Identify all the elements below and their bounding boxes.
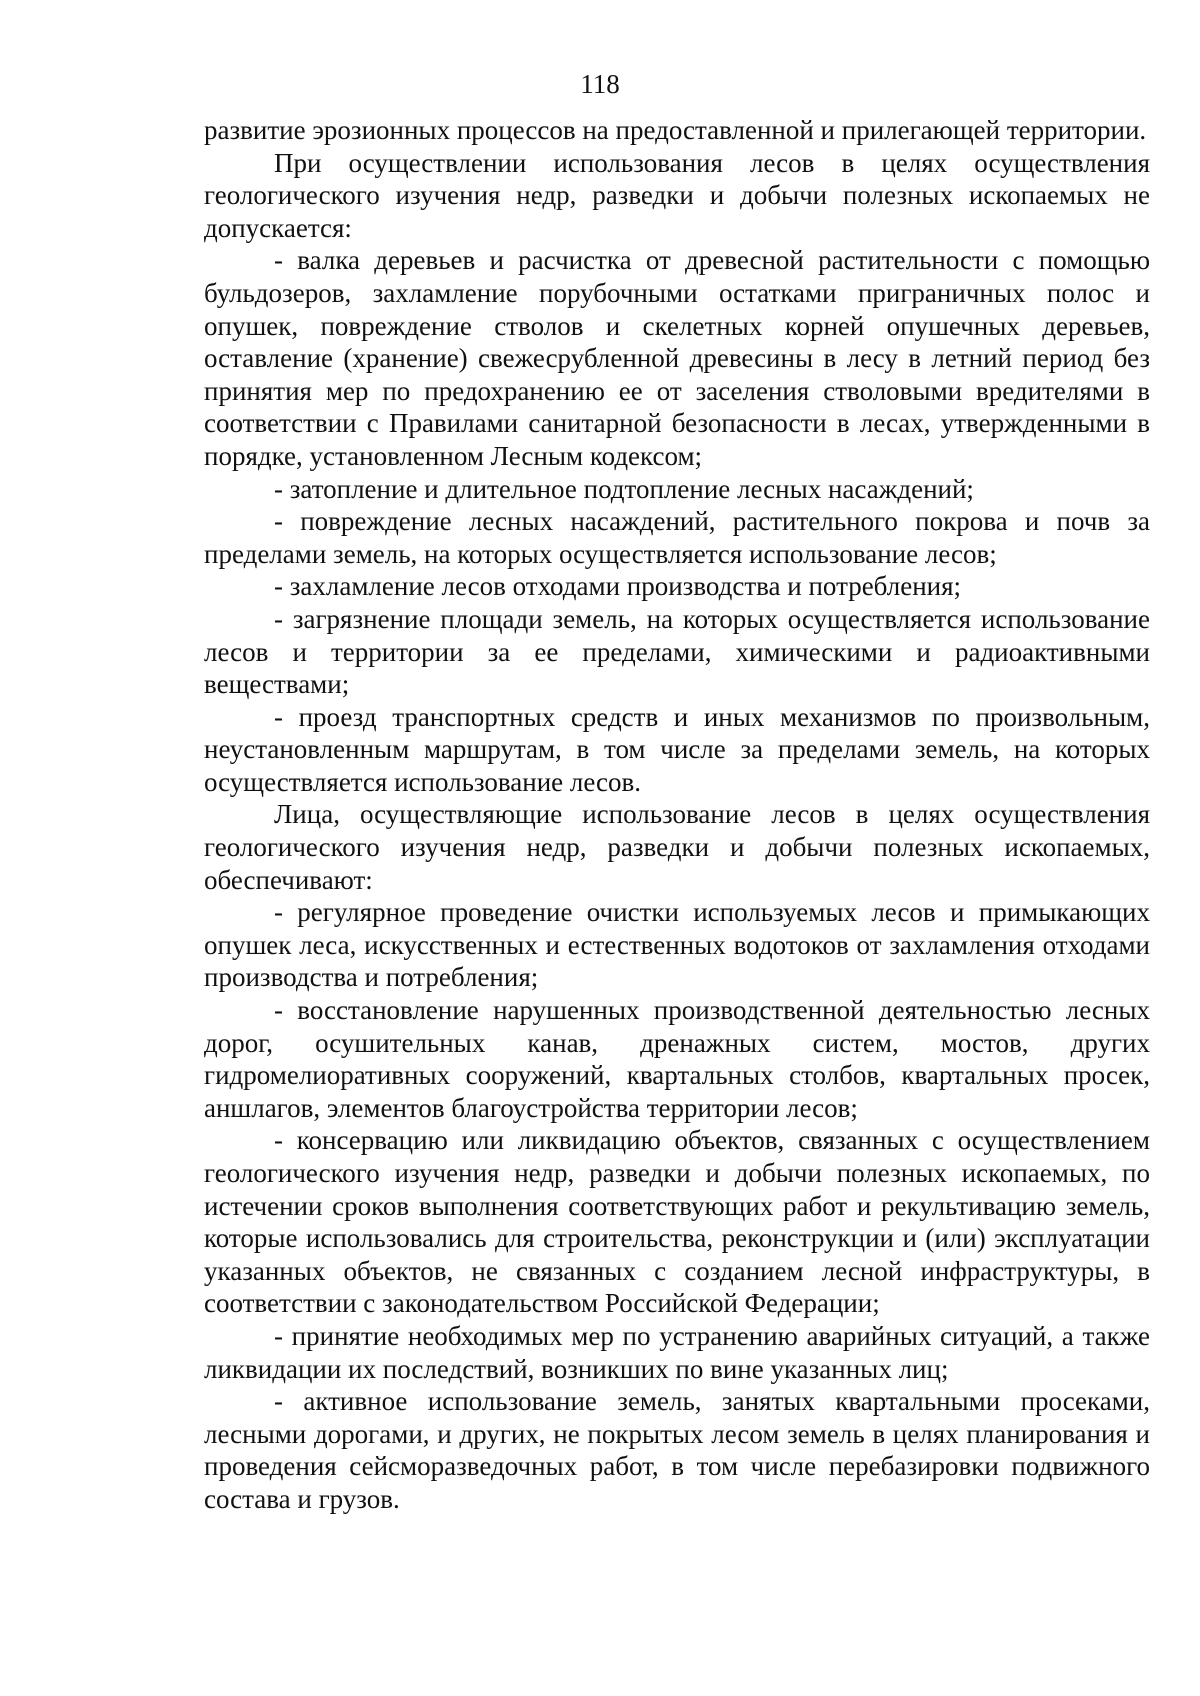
list-item: - принятие необходимых мер по устранению аварийных ситуаций, а также ликвидации их последствий, возникших по вине указанных лиц; (204, 1320, 1150, 1384)
paragraph: При осуществлении использования лесов в целях осуществления геологического изучения недр, разведки и добычи полезных ископаемых не допускается: (204, 147, 1150, 243)
list-item: - загрязнение площади земель, на которых осуществляется использование лесов и территории за ее пределами, химическими и радиоактивными веществами; (204, 603, 1150, 700)
list-item: - затопление и длительное подтопление лесных насаждений; (274, 473, 974, 504)
list-item: - консервацию или ликвидацию объектов, связанных с осуществлением геологического изучения недр, разведки и добычи полезных ископаемых, по истечении сроков выполнения соответствующих работ и рекультивацию земель, которые использовались для строительства, реконструкции и (или) эксплуатации указанных объектов, не связанных с созданием лесной инфраструктуры, в соответствии с законодательством Российской Федерации; (204, 1125, 1150, 1319)
list-item: - захламление лесов отходами производства и потребления; (274, 571, 962, 602)
list-item: - валка деревьев и расчистка от древесной растительности с помощью бульдозеров, захламление порубочными остатками приграничных полос и опушек, повреждение стволов и скелетных корней опушечных деревьев, оставление (хранение) свежесрубленной древесины в лесу в летний период без принятия мер по предохранению ее от заселения стволовыми вредителями в соответствии с Правилами санитарной безопасности в лесах, утвержденными в порядке, установленном Лесным кодексом; (204, 245, 1150, 471)
list-item: - регулярное проведение очистки используемых лесов и примыкающих опушек леса, искусственных и естественных водотоков от захламления отходами производства и потребления; (204, 897, 1150, 993)
document-body (204, 114, 1150, 1516)
paragraph: Лица, осуществляющие использование лесов в целях осуществления геологического изучения недр, разведки и добычи полезных ископаемых, обеспечивают: (204, 799, 1150, 895)
paragraph: развитие эрозионных процессов на предоставленной и прилегающей территории. (204, 115, 1147, 145)
list-item: - проезд транспортных средств и иных механизмов по произвольным, неустановленным маршрутам, в том числе за пределами земель, на которых осуществляется использование лесов. (204, 701, 1150, 797)
page-number: 118 (580, 69, 620, 99)
list-item: - восстановление нарушенных производственной деятельностью лесных дорог, осушительных канав, дренажных систем, мостов, других гидромелиоративных сооружений, квартальных столбов, квартальных просек, аншлагов, элементов благоустройства территории лесов; (204, 995, 1150, 1123)
list-item: - активное использование земель, занятых квартальными просеками, лесными дорогами, и других, не покрытых лесом земель в целях планирования и проведения сейсморазведочных работ, в том числе перебазировки подвижного состава и грузов. (204, 1386, 1150, 1514)
list-item: - повреждение лесных насаждений, растительного покрова и почв за пределами земель, на которых осуществляется использование лесов; (204, 506, 1150, 569)
